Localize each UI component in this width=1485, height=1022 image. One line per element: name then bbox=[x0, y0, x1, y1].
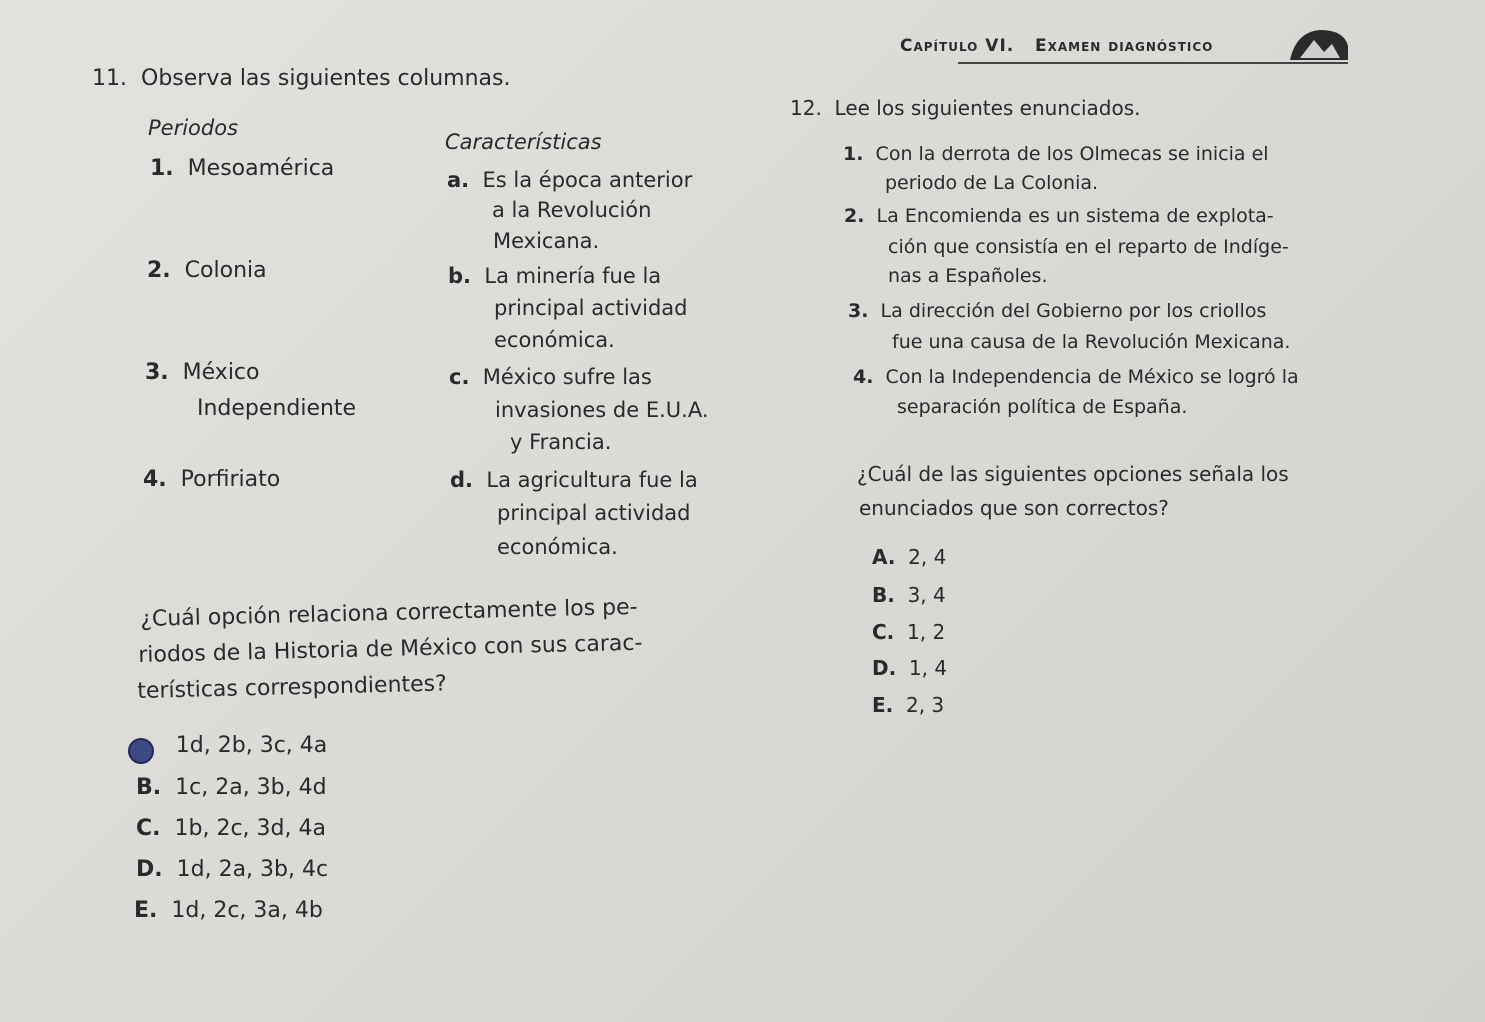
statement-text: La dirección del Gobierno por los criollos bbox=[880, 300, 1267, 322]
statement-item bbox=[844, 205, 1274, 227]
period-item bbox=[150, 156, 334, 181]
period-number: 3. bbox=[145, 360, 169, 385]
feature-letter: c. bbox=[449, 365, 470, 389]
q12-number: 12. bbox=[790, 96, 822, 120]
statement-text-cont: periodo de La Colonia. bbox=[885, 172, 1099, 194]
q12-option-d[interactable] bbox=[872, 656, 947, 680]
option-letter: A. bbox=[872, 545, 896, 569]
q11-question-line: ¿Cuál opción relaciona correctamente los pe- bbox=[140, 594, 638, 632]
statement-text-cont: fue una causa de la Revolución Mexicana. bbox=[892, 331, 1291, 353]
q11-option-c[interactable] bbox=[136, 816, 326, 841]
statement-number: 4. bbox=[853, 366, 874, 388]
period-item bbox=[143, 467, 280, 492]
feature-text-cont: y Francia. bbox=[510, 430, 612, 454]
feature-item bbox=[449, 365, 652, 389]
q12-title: Lee los siguientes enunciados. bbox=[834, 96, 1141, 120]
option-letter: E. bbox=[134, 898, 158, 923]
period-label: Porfiriato bbox=[180, 467, 281, 492]
feature-text-cont: Mexicana. bbox=[493, 229, 600, 253]
feature-text: México sufre las bbox=[482, 365, 652, 389]
q12-heading bbox=[790, 96, 1141, 120]
feature-letter: a. bbox=[447, 168, 470, 192]
q12-option-a[interactable] bbox=[872, 545, 946, 569]
feature-text-cont: económica. bbox=[494, 328, 615, 352]
q11-heading bbox=[92, 66, 510, 91]
option-letter: C. bbox=[136, 816, 161, 841]
col-header-features: Características bbox=[445, 130, 602, 154]
feature-item bbox=[450, 468, 698, 492]
statement-text-cont: separación política de España. bbox=[897, 396, 1188, 418]
publisher-logo-icon bbox=[1286, 26, 1350, 66]
q12-option-b[interactable] bbox=[872, 583, 946, 607]
statement-text: Con la Independencia de México se logró la bbox=[885, 366, 1299, 388]
option-letter: D. bbox=[136, 857, 163, 882]
statement-number: 1. bbox=[843, 143, 864, 165]
q11-option-e[interactable] bbox=[134, 898, 323, 923]
feature-text-cont: principal actividad bbox=[494, 296, 688, 320]
statement-item bbox=[853, 366, 1299, 388]
option-text: 1d, 2c, 3a, 4b bbox=[171, 898, 323, 923]
statement-item bbox=[848, 300, 1266, 322]
q11-title: Observa las siguientes columnas. bbox=[141, 66, 511, 91]
period-label: Mesoamérica bbox=[187, 156, 335, 181]
period-label-cont: Independiente bbox=[197, 396, 357, 421]
q11-option-d[interactable] bbox=[136, 857, 328, 882]
option-letter: D. bbox=[872, 656, 897, 680]
option-letter: B. bbox=[872, 583, 895, 607]
feature-letter: b. bbox=[448, 264, 472, 288]
period-label: México bbox=[182, 360, 260, 385]
feature-text: La minería fue la bbox=[484, 264, 662, 288]
statement-text: Con la derrota de los Olmecas se inicia el bbox=[875, 143, 1269, 165]
q12-option-c[interactable] bbox=[872, 620, 945, 644]
feature-item bbox=[448, 264, 661, 288]
period-number: 1. bbox=[150, 156, 174, 181]
q12-option-e[interactable] bbox=[872, 693, 944, 717]
option-letter: B. bbox=[136, 775, 162, 800]
period-item bbox=[145, 360, 260, 385]
option-text: 1b, 2c, 3d, 4a bbox=[174, 816, 326, 841]
statement-number: 2. bbox=[844, 205, 865, 227]
col-header-periods: Periodos bbox=[148, 116, 239, 140]
period-number: 4. bbox=[143, 467, 167, 492]
feature-text-cont: económica. bbox=[497, 535, 618, 559]
chapter-label bbox=[900, 36, 1213, 56]
option-text: 1d, 2b, 3c, 4a bbox=[175, 733, 328, 758]
feature-text: Es la época anterior bbox=[482, 168, 693, 192]
q11-option-a[interactable] bbox=[136, 733, 327, 758]
option-letter: C. bbox=[872, 620, 895, 644]
period-number: 2. bbox=[147, 258, 171, 283]
feature-text: La agricultura fue la bbox=[486, 468, 698, 492]
option-letter: E. bbox=[872, 693, 894, 717]
option-text: 1c, 2a, 3b, 4d bbox=[175, 775, 327, 800]
feature-item bbox=[447, 168, 692, 192]
q11-number: 11. bbox=[92, 66, 127, 91]
feature-text-cont: a la Revolución bbox=[492, 198, 652, 222]
feature-text-cont: invasiones de E.U.A. bbox=[495, 398, 709, 422]
statement-text-cont: ción que consistía en el reparto de Indíge- bbox=[888, 236, 1289, 258]
q12-question-line: ¿Cuál de las siguientes opciones señala los bbox=[857, 462, 1289, 486]
chapter-number: Capítulo VI. bbox=[900, 36, 1015, 56]
option-text: 3, 4 bbox=[907, 583, 946, 607]
period-label: Colonia bbox=[184, 258, 267, 283]
statement-text: La Encomienda es un sistema de explota- bbox=[876, 205, 1274, 227]
q11-question-line: terísticas correspondientes? bbox=[137, 671, 448, 704]
period-item bbox=[147, 258, 267, 283]
statement-text-cont: nas a Españoles. bbox=[888, 265, 1048, 287]
option-text: 1, 2 bbox=[907, 620, 946, 644]
option-text: 2, 4 bbox=[908, 545, 947, 569]
section-title: Examen diagnóstico bbox=[1035, 36, 1214, 56]
feature-text-cont: principal actividad bbox=[497, 501, 691, 525]
option-text: 1d, 2a, 3b, 4c bbox=[176, 857, 329, 882]
statement-number: 3. bbox=[848, 300, 869, 322]
q11-option-b[interactable] bbox=[136, 775, 327, 800]
feature-letter: d. bbox=[450, 468, 474, 492]
option-text: 1, 4 bbox=[908, 656, 948, 680]
statement-item bbox=[843, 143, 1269, 165]
option-text: 2, 3 bbox=[905, 693, 945, 717]
q11-question-line: riodos de la Historia de México con sus carac- bbox=[138, 630, 643, 668]
q12-question-line: enunciados que son correctos? bbox=[859, 496, 1169, 520]
